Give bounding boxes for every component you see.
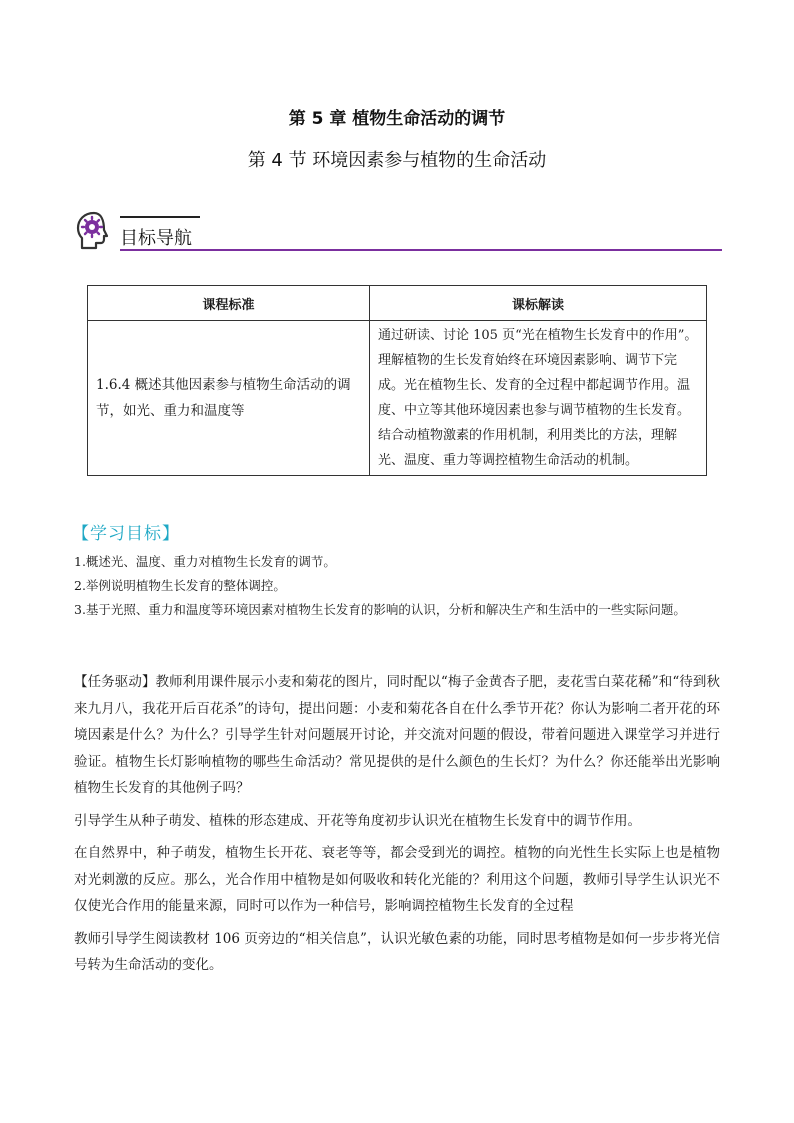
goal-item: 3.基于光照、重力和温度等环境因素对植物生长发育的影响的认识，分析和解决生产和生活中的一些实际问题。: [74, 602, 686, 617]
heading-overline: [120, 216, 200, 218]
head-gear-icon: [74, 210, 114, 252]
body-paragraph: 引导学生从种子萌发、植株的形态建成、开花等角度初步认识光在植物生长发育中的调节作用。: [74, 812, 641, 829]
curriculum-table: [87, 285, 707, 476]
heading-label: 目标导航: [120, 228, 192, 249]
body-paragraph: 【任务驱动】教师利用课件展示小麦和菊花的图片，同时配以“梅子金黄杏子肥，麦花雪白菜花稀”和“待到秋来九月八，我花开后百花杀”的诗句，提出问题：小麦和菊花各自在什么季节开花？你认为影响二者开花的环境因素是什么？为什么？引导学生针对问题展开讨论，并交流对问题的假设，带着问题进入课堂学习并进行验证。植物生长灯影响植物的哪些生命活动？常见提供的是什么颜色的生长灯？为什么？你还能举出光影响植物生长发育的其他例子吗？: [74, 674, 720, 796]
goal-item: 1.概述光、温度、重力对植物生长发育的调节。: [74, 554, 336, 569]
header-interpretation: 课标解读: [370, 286, 707, 321]
goal-item: 2.举例说明植物生长发育的整体调控。: [74, 578, 286, 593]
body-paragraph: 在自然界中，种子萌发，植物生长开花、衰老等等，都会受到光的调控。植物的向光性生长实际上也是植物对光刺激的反应。那么，光合作用中植物是如何吸收和转化光能的？利用这个问题，教师引导学生认识光不仅使光合作用的能量来源，同时可以作为一种信号，影响调控植物生长发育的全过程: [74, 845, 720, 914]
table-header-row: [88, 286, 707, 321]
standard-cell: 1.6.4 概述其他因素参与植物生命活动的调节，如光、重力和温度等: [88, 321, 370, 476]
learning-goals-list: [74, 550, 722, 622]
body-paragraph: 教师引导学生阅读教材 106 页旁边的“相关信息”，认识光敏色素的功能，同时思考植物是如何一步步将光信号转为生命活动的变化。: [74, 930, 720, 973]
section-heading: [74, 208, 722, 254]
chapter-title: 第 5 章 植物生命活动的调节: [288, 109, 506, 129]
heading-rule: [120, 249, 722, 251]
table-row: [88, 321, 707, 476]
section-title: 第 4 节 环境因素参与植物的生命活动: [247, 150, 547, 171]
learning-goals-title: 【学习目标】: [72, 524, 180, 544]
interpretation-cell: 通过研读、讨论 105 页“光在植物生长发育中的作用”。理解植物的生长发育始终在环境因素影响、调节下完成。光在植物生长、发育的全过程中都起调节作用。温度、中立等其他环境因素也参与调节植物的生长发育。结合动植物激素的作用机制，利用类比的方法，理解光、温度、重力等调控植物生命活动的机制。: [370, 321, 707, 476]
lesson-body: [74, 669, 720, 985]
header-standard: 课程标准: [88, 286, 370, 321]
